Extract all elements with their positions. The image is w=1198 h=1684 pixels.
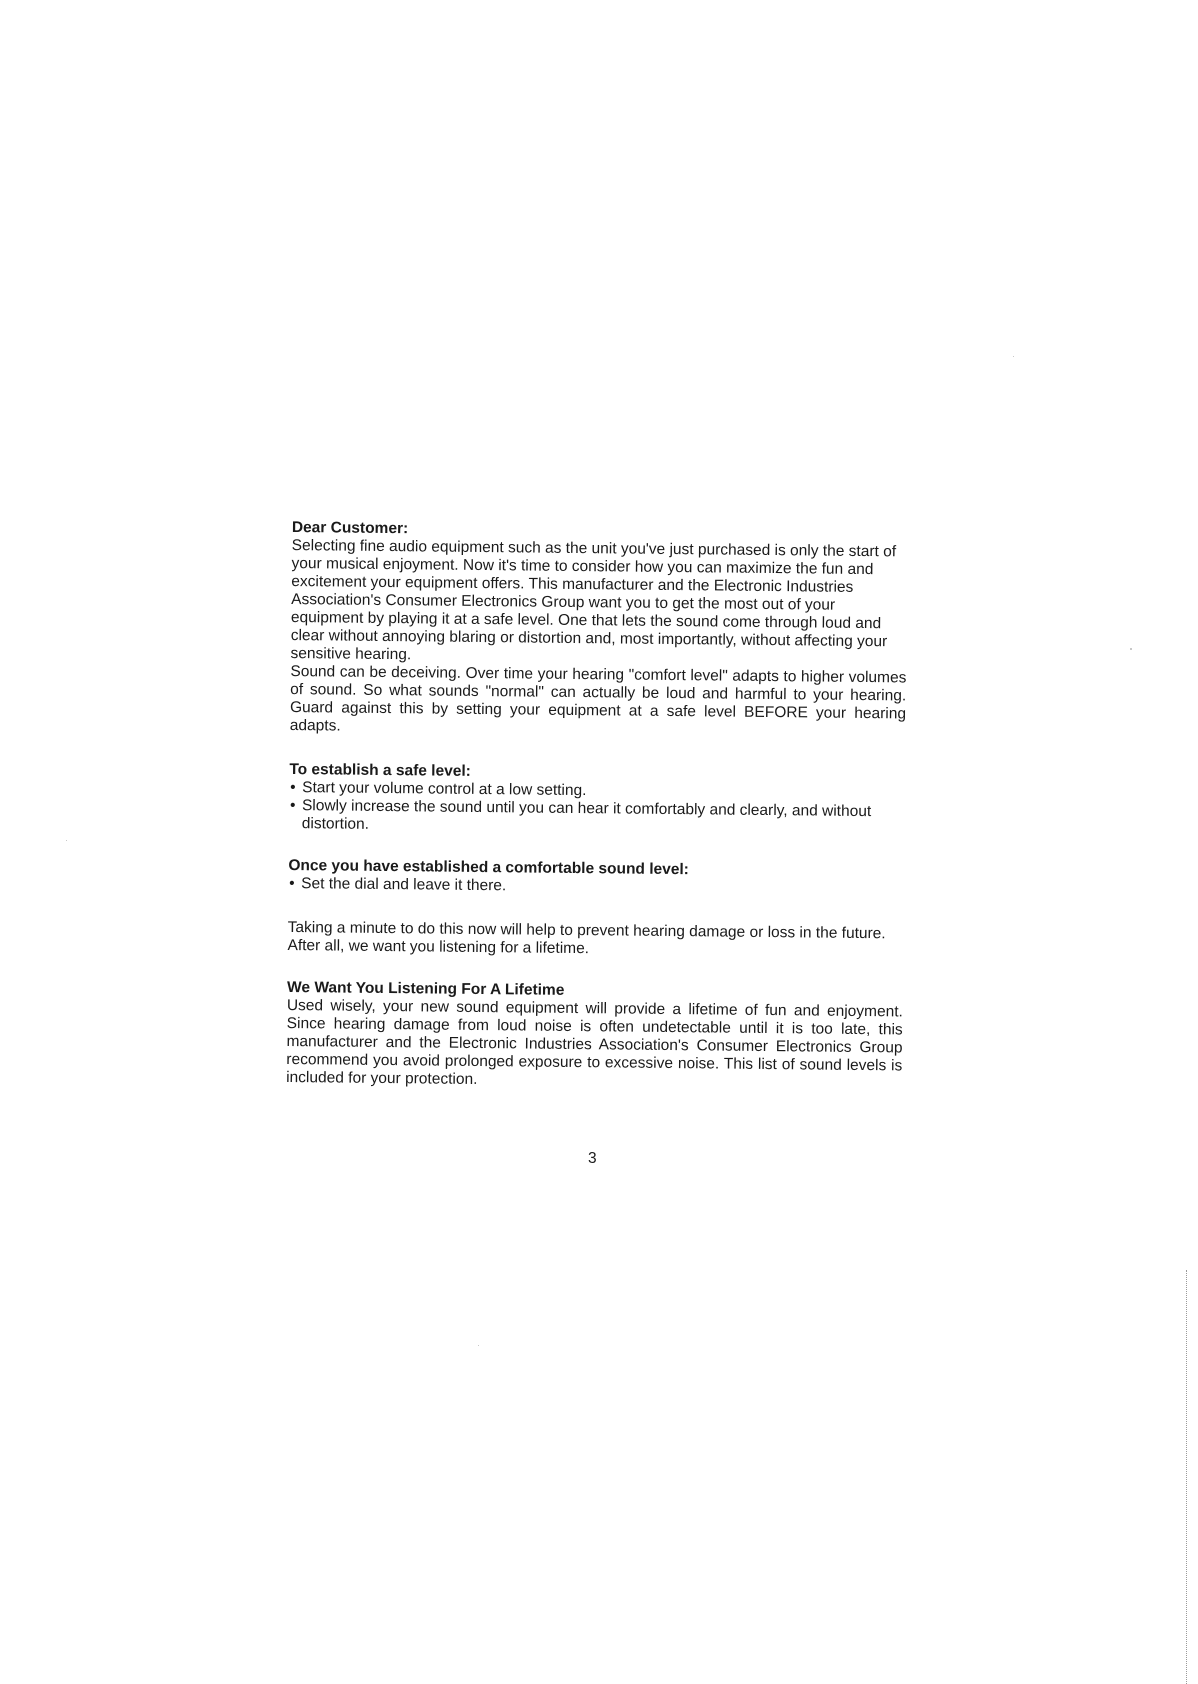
comfortable-heading: Once you have established a comfortable sound level: — [288, 856, 689, 879]
list-item — [289, 797, 905, 839]
bullet-icon: • — [289, 796, 296, 815]
safe-level-heading: To establish a safe level: — [289, 760, 471, 780]
lifetime-paragraph: Used wisely, your new sound equipment will provide a lifetime of fun and enjoyment. Since hearing damage from loud noise is often undetectable until it is too late, this manufacturer and the Electronic Industries Association's Consumer Electronics Group recommend you avoid prolonged exposure to excessive noise. This list of sound levels is included for your protection. — [286, 996, 903, 1088]
deceiving-paragraph: Sound can be deceiving. Over time your hearing "comfort level" adapts to higher volumes of sound. So what sounds "normal" can actually be loud and harmful to your hearing. Guard against this by setting your equipment at a safe level BEFORE your hearing adapts. — [289, 662, 907, 735]
scan-speck — [66, 840, 67, 841]
scan-speck — [1130, 648, 1132, 650]
bullet-icon: • — [290, 778, 296, 797]
document-body — [286, 519, 908, 1093]
scan-speck — [478, 1345, 479, 1346]
page-number: 3 — [588, 1150, 597, 1167]
list-item-text: Start your volume control at a low setting. — [302, 779, 587, 800]
lifetime-heading: We Want You Listening For A Lifetime — [287, 978, 565, 999]
scan-edge — [1186, 1270, 1188, 1684]
safe-level-list — [289, 779, 906, 839]
intro-paragraph: Selecting fine audio equipment such as the unit you've just purchased is only the start of your musical enjoyment. Now it's time to consider how you can maximize the fun and excitement your equipment offers. This manufacturer and the Electronic Industries Association's Consumer Electronics Group want you to get the most out of your equipment by playing it at a safe level. One that lets the sound come through loud and clear without annoying blaring or distortion and, most importantly, without affecting your sensitive hearing. — [290, 536, 897, 664]
minute-paragraph: Taking a minute to do this now will help to prevent hearing damage or loss in the future. After all, we want you listening for a lifetime. — [287, 918, 886, 958]
greeting-heading: Dear Customer: — [291, 519, 409, 538]
scan-speck — [1013, 356, 1014, 357]
list-item-text: Set the dial and leave it there. — [301, 875, 507, 895]
list-item-text: Slowly increase the sound until you can hear it comfortably and clearly, and without distortion. — [301, 797, 872, 833]
bullet-icon: • — [289, 874, 295, 893]
